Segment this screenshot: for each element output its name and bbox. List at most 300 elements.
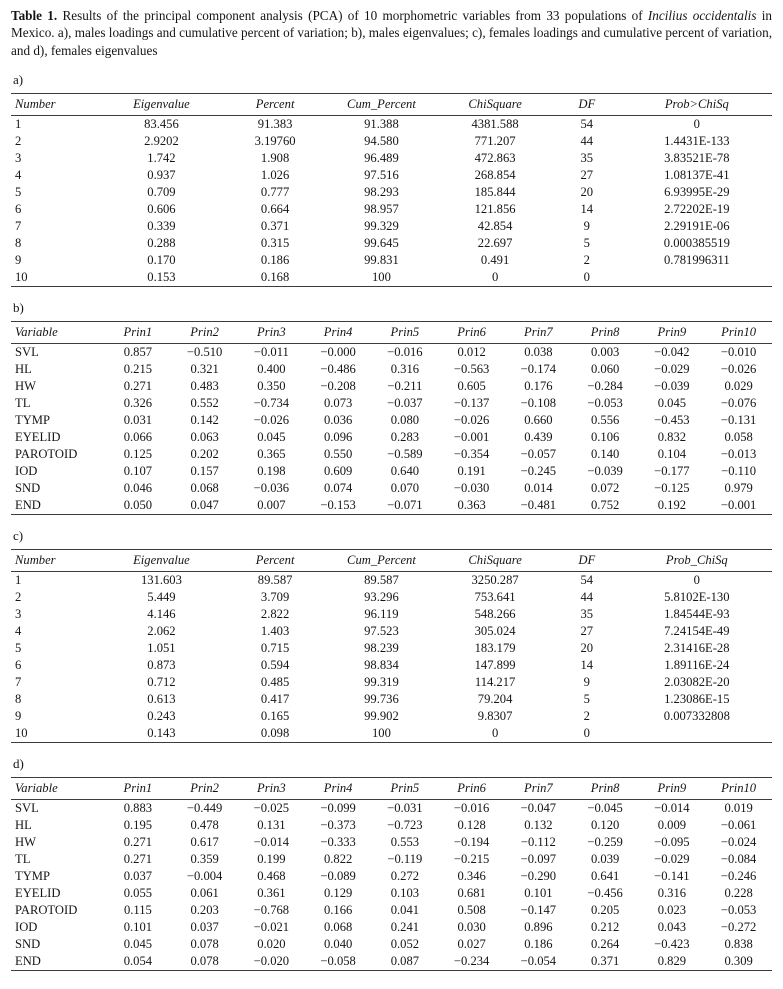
value-cell: −0.057 [520,447,557,462]
value-cell: 98.293 [364,185,399,200]
value-cell [622,725,772,743]
value-cell: 5 [583,236,590,251]
table-row [11,589,772,606]
value-cell: 0.937 [147,168,176,183]
value-cell: −0.112 [520,835,556,850]
value-cell: 0.491 [480,253,510,268]
column-header: Cum_Percent [347,553,416,568]
value-cell: 0.061 [190,886,219,901]
value-cell: 0.660 [524,413,553,428]
table-head [11,94,772,116]
value-cell: −0.211 [387,379,423,394]
value-cell: 0.321 [190,362,219,377]
value-cell: 0.060 [590,362,620,377]
row-label-cell: END [15,498,41,513]
value-cell: 0.309 [724,954,753,969]
column-header: Cum_Percent [347,97,416,112]
table-row [11,572,772,590]
value-cell: 0.594 [260,658,290,673]
value-cell: 35 [580,151,594,166]
value-cell: 0.074 [323,481,353,496]
value-cell: 3250.287 [471,573,519,588]
value-cell: −0.001 [453,430,490,445]
value-cell: 0.363 [457,498,486,513]
value-cell: 0.339 [147,219,176,234]
section-d-label: d) [13,756,24,772]
column-header: Prin3 [257,781,286,796]
table-row [11,184,772,201]
row-label-cell: 9 [15,253,22,268]
value-cell: 0.058 [724,430,753,445]
value-cell: 0.037 [123,869,153,884]
row-label-cell: PAROTOID [15,903,78,918]
table-body [11,800,772,971]
value-cell: −0.045 [587,801,623,816]
value-cell: −0.016 [387,345,423,360]
table-row [11,817,772,834]
value-cell: 0.715 [260,641,290,656]
value-cell: 0.400 [257,362,286,377]
row-label-cell: SND [15,481,41,496]
row-label-cell: EYELID [15,430,61,445]
table-row [11,378,772,395]
value-cell: −0.153 [320,498,356,513]
value-cell: 0.104 [657,447,687,462]
value-cell: 0.203 [190,903,219,918]
column-header: Prin5 [390,781,420,796]
table-row [11,902,772,919]
row-label-cell: HL [15,362,32,377]
value-cell: 0.264 [590,937,620,952]
value-cell: 0.165 [260,709,290,724]
value-cell: 0.439 [524,430,553,445]
value-cell: 114.217 [474,675,516,690]
value-cell: −0.099 [320,801,356,816]
caption-table-number: Table 1. [11,8,58,23]
value-cell: −0.125 [654,481,690,496]
row-label-cell: 6 [15,658,22,673]
value-cell: 0.153 [147,270,176,285]
value-cell: 0.979 [724,481,753,496]
value-cell: 0.063 [190,430,219,445]
value-cell: 1.23086E-15 [664,692,730,707]
column-header: Prin4 [323,781,353,796]
value-cell: 89.587 [257,573,293,588]
value-cell: −0.053 [720,903,757,918]
value-cell: 0.012 [457,345,486,360]
value-cell: 99.736 [364,692,399,707]
value-cell: 0.371 [590,954,620,969]
row-label-cell: 9 [15,709,22,724]
value-cell: 22.697 [477,236,513,251]
value-cell: −0.037 [387,396,423,411]
value-cell: −0.215 [453,852,490,867]
value-cell: −0.246 [720,869,757,884]
value-cell: 0.606 [147,202,176,217]
value-cell: 1.908 [260,151,290,166]
section-a-males-variation [11,72,772,287]
header-row [11,550,772,572]
value-cell: 0.023 [657,903,687,918]
value-cell: 0.103 [390,886,420,901]
column-header: Prin1 [123,325,153,340]
value-cell: 0 [693,117,700,132]
value-cell: −0.510 [186,345,223,360]
value-cell: 548.266 [474,607,516,622]
column-header: ChiSquare [468,553,522,568]
value-cell: 0 [583,726,590,741]
value-cell: 0.468 [257,869,286,884]
value-cell: 99.831 [364,253,399,268]
value-cell: 0.115 [123,903,152,918]
value-cell: 97.516 [364,168,399,183]
row-label-cell: SND [15,937,41,952]
value-cell: 0.046 [123,481,153,496]
column-header: Prin6 [457,325,486,340]
value-cell: 0.829 [657,954,687,969]
row-label-cell: SVL [15,345,39,360]
females-eigenvalues-table [11,549,772,743]
value-cell: −0.137 [453,396,490,411]
value-cell: 183.179 [474,641,516,656]
value-cell: 0.050 [123,498,153,513]
value-cell: 0.066 [123,430,153,445]
value-cell: −0.449 [186,801,223,816]
row-label-cell: 5 [15,185,22,200]
value-cell: 0.483 [190,379,219,394]
value-cell: 0.129 [323,886,353,901]
value-cell: −0.453 [654,413,690,428]
value-cell: 0.047 [190,498,219,513]
value-cell: 185.844 [474,185,516,200]
value-cell: −0.194 [453,835,490,850]
value-cell: 0.212 [590,920,620,935]
value-cell: 0.556 [590,413,620,428]
section-b-label: b) [13,300,24,316]
value-cell: 0.041 [390,903,420,918]
value-cell: −0.119 [387,852,423,867]
column-header: Prin9 [657,325,687,340]
column-header: Prin3 [257,325,286,340]
value-cell: 1.403 [260,624,290,639]
value-cell: 0.553 [390,835,420,850]
value-cell: 1.742 [147,151,176,166]
caption-text-after-species: in Mexico. a), males loadings and cumulative percent of variation; b), males eigenvalues; c), females loadings and cumulative percent of variation, and d), females eigenvalues [11,8,772,58]
value-cell: −0.084 [720,852,757,867]
column-header: Prin9 [657,781,687,796]
row-label-cell: IOD [15,464,38,479]
value-cell: 98.834 [364,658,399,673]
value-cell: −0.177 [654,464,690,479]
table-row [11,623,772,640]
column-header: ChiSquare [468,97,522,112]
value-cell: 0.054 [123,954,153,969]
value-cell: 753.641 [474,590,516,605]
column-header: Variable [15,781,58,796]
females-loadings-table [11,777,772,971]
column-header: Number [15,553,56,568]
table-row [11,252,772,269]
table-row [11,834,772,851]
value-cell: 89.587 [364,573,399,588]
value-cell: 0.009 [657,818,687,833]
value-cell: 0.070 [390,481,420,496]
row-label-cell: 2 [15,590,22,605]
row-label-cell: PAROTOID [15,447,78,462]
value-cell: −0.001 [720,498,757,513]
table-row [11,800,772,818]
value-cell: 0.045 [123,937,153,952]
value-cell: 0.359 [190,852,219,867]
value-cell: −0.174 [520,362,557,377]
value-cell: −0.014 [253,835,290,850]
value-cell: 0.617 [190,835,219,850]
value-cell: 14 [580,202,594,217]
value-cell: 44 [580,590,594,605]
column-header: Prin2 [190,781,219,796]
value-cell: −0.013 [720,447,757,462]
value-cell: 1.84544E-93 [664,607,730,622]
value-cell: 2 [583,253,590,268]
column-header: Variable [15,325,58,340]
section-d-females-loadings [11,756,772,971]
value-cell: −0.047 [520,801,557,816]
value-cell: 0.752 [590,498,620,513]
value-cell: 0.170 [147,253,176,268]
value-cell: 0.641 [590,869,620,884]
column-header: Prin8 [590,781,620,796]
value-cell: −0.030 [453,481,490,496]
value-cell: 1.026 [260,168,290,183]
table-row [11,885,772,902]
value-cell: 0.045 [257,430,286,445]
table-head [11,550,772,572]
value-cell: 35 [580,607,594,622]
value-cell: −0.589 [387,447,423,462]
section-c-females-variation [11,528,772,743]
row-label-cell: 8 [15,692,22,707]
table-row [11,429,772,446]
value-cell: 0.166 [323,903,353,918]
value-cell: 20 [580,641,594,656]
row-label-cell: TL [15,852,31,867]
value-cell: 2.062 [147,624,176,639]
value-cell: 54 [580,573,594,588]
table-row [11,116,772,134]
value-cell: 0.478 [190,818,219,833]
table-row [11,269,772,287]
value-cell: −0.089 [320,869,356,884]
value-cell: −0.290 [520,869,557,884]
value-cell: 99.319 [364,675,399,690]
row-label-cell: 7 [15,219,22,234]
value-cell: 2.03082E-20 [664,675,730,690]
column-header: DF [578,97,596,112]
value-cell: 0.000385519 [663,236,730,251]
row-label-cell: TYMP [15,869,50,884]
value-cell: −0.025 [253,801,290,816]
table-row [11,446,772,463]
value-cell: 0.107 [123,464,153,479]
value-cell: 9 [583,675,590,690]
value-cell: −0.042 [654,345,690,360]
value-cell: 0.857 [123,345,153,360]
value-cell: 0.030 [457,920,486,935]
value-cell: 0 [491,270,499,285]
value-cell: 0 [693,573,700,588]
value-cell: −0.000 [320,345,356,360]
table-row [11,463,772,480]
value-cell: 0.043 [657,920,687,935]
value-cell: −0.054 [520,954,557,969]
value-cell: 0.777 [260,185,290,200]
value-cell: −0.071 [387,498,423,513]
value-cell: 98.239 [364,641,399,656]
value-cell: 0.202 [190,447,219,462]
value-cell: 0.371 [260,219,290,234]
value-cell: −0.011 [253,345,289,360]
value-cell: 0.072 [590,481,620,496]
table-row [11,708,772,725]
value-cell: 99.329 [364,219,399,234]
row-label-cell: EYELID [15,886,61,901]
column-header: Eigenvalue [133,553,190,568]
value-cell: 0.007 [257,498,286,513]
value-cell: 98.957 [364,202,399,217]
value-cell: 771.207 [474,134,516,149]
value-cell: −0.026 [253,413,290,428]
table-head [11,322,772,344]
value-cell: −0.039 [654,379,690,394]
value-cell: 2.31416E-28 [664,641,730,656]
section-b-males-loadings [11,300,772,515]
column-header: Prin4 [323,325,353,340]
value-cell: 0.288 [147,236,176,251]
row-label-cell: 7 [15,675,22,690]
value-cell: −0.423 [654,937,690,952]
column-header: Prin10 [721,325,757,340]
row-label-cell: 2 [15,134,22,149]
table-row [11,640,772,657]
value-cell: −0.481 [520,498,557,513]
value-cell: −0.029 [654,852,690,867]
value-cell: −0.147 [520,903,557,918]
table-row [11,344,772,362]
value-cell: −0.284 [587,379,623,394]
value-cell: 27 [580,624,594,639]
table-row [11,480,772,497]
table-row [11,235,772,252]
value-cell: 0.098 [260,726,290,741]
value-cell: 0.361 [257,886,286,901]
value-cell: 0.128 [457,818,486,833]
value-cell: 94.580 [364,134,399,149]
header-row [11,94,772,116]
column-header: Eigenvalue [133,97,190,112]
value-cell: 0.045 [657,396,687,411]
value-cell: −0.373 [320,818,356,833]
value-cell: 99.645 [364,236,399,251]
value-cell: 2.29191E-06 [664,219,730,234]
value-cell: 0.365 [257,447,286,462]
table-row [11,133,772,150]
value-cell: 0.550 [323,447,353,462]
value-cell: 121.856 [474,202,516,217]
males-eigenvalues-table [11,93,772,287]
value-cell: 0.176 [524,379,553,394]
value-cell: 0.316 [657,886,687,901]
value-cell: 0.243 [147,709,176,724]
value-cell: −0.734 [253,396,290,411]
value-cell: −0.245 [520,464,557,479]
row-label-cell: 1 [15,573,22,588]
value-cell: 0.080 [390,413,420,428]
value-cell: 6.93995E-29 [664,185,730,200]
table-row [11,218,772,235]
value-cell: 7.24154E-49 [664,624,730,639]
table-row [11,674,772,691]
value-cell: 0.326 [123,396,153,411]
value-cell: 0.271 [123,379,153,394]
column-header: Prin7 [524,781,553,796]
value-cell: 0.055 [123,886,153,901]
value-cell: −0.097 [520,852,557,867]
value-cell: −0.486 [320,362,356,377]
value-cell: 96.489 [364,151,399,166]
value-cell: 305.024 [474,624,516,639]
table-row [11,868,772,885]
table-head [11,778,772,800]
row-label-cell: HW [15,835,36,850]
value-cell: 0.068 [190,481,219,496]
table-row [11,361,772,378]
column-header: Prob_ChiSq [665,553,728,568]
value-cell: 0.101 [524,886,553,901]
row-label-cell: HL [15,818,32,833]
value-cell: 0.106 [590,430,620,445]
table-row [11,691,772,708]
value-cell: 0.186 [524,937,553,952]
column-header: Prin8 [590,325,620,340]
value-cell: 0.205 [590,903,620,918]
column-header: Percent [255,97,295,112]
row-label-cell: 4 [15,624,22,639]
value-cell: 0.241 [390,920,420,935]
value-cell: −0.141 [654,869,690,884]
caption-species-name: Incilius occidentalis [647,8,757,23]
value-cell: 0.068 [323,920,353,935]
value-cell: 0.883 [123,801,153,816]
value-cell: 27 [580,168,594,183]
value-cell: 0.838 [724,937,753,952]
value-cell: −0.110 [721,464,757,479]
value-cell: 0 [491,726,499,741]
value-cell: 1.4431E-133 [664,134,730,149]
value-cell: 0.038 [524,345,553,360]
value-cell: −0.333 [320,835,356,850]
value-cell: 0.078 [190,937,219,952]
table-body [11,116,772,287]
value-cell: 0.096 [323,430,353,445]
table-row [11,919,772,936]
value-cell: 54 [580,117,594,132]
table-row [11,167,772,184]
value-cell: 83.456 [144,117,179,132]
value-cell: −0.234 [453,954,490,969]
table-body [11,344,772,515]
value-cell: −0.272 [720,920,757,935]
value-cell: 0.143 [147,726,176,741]
